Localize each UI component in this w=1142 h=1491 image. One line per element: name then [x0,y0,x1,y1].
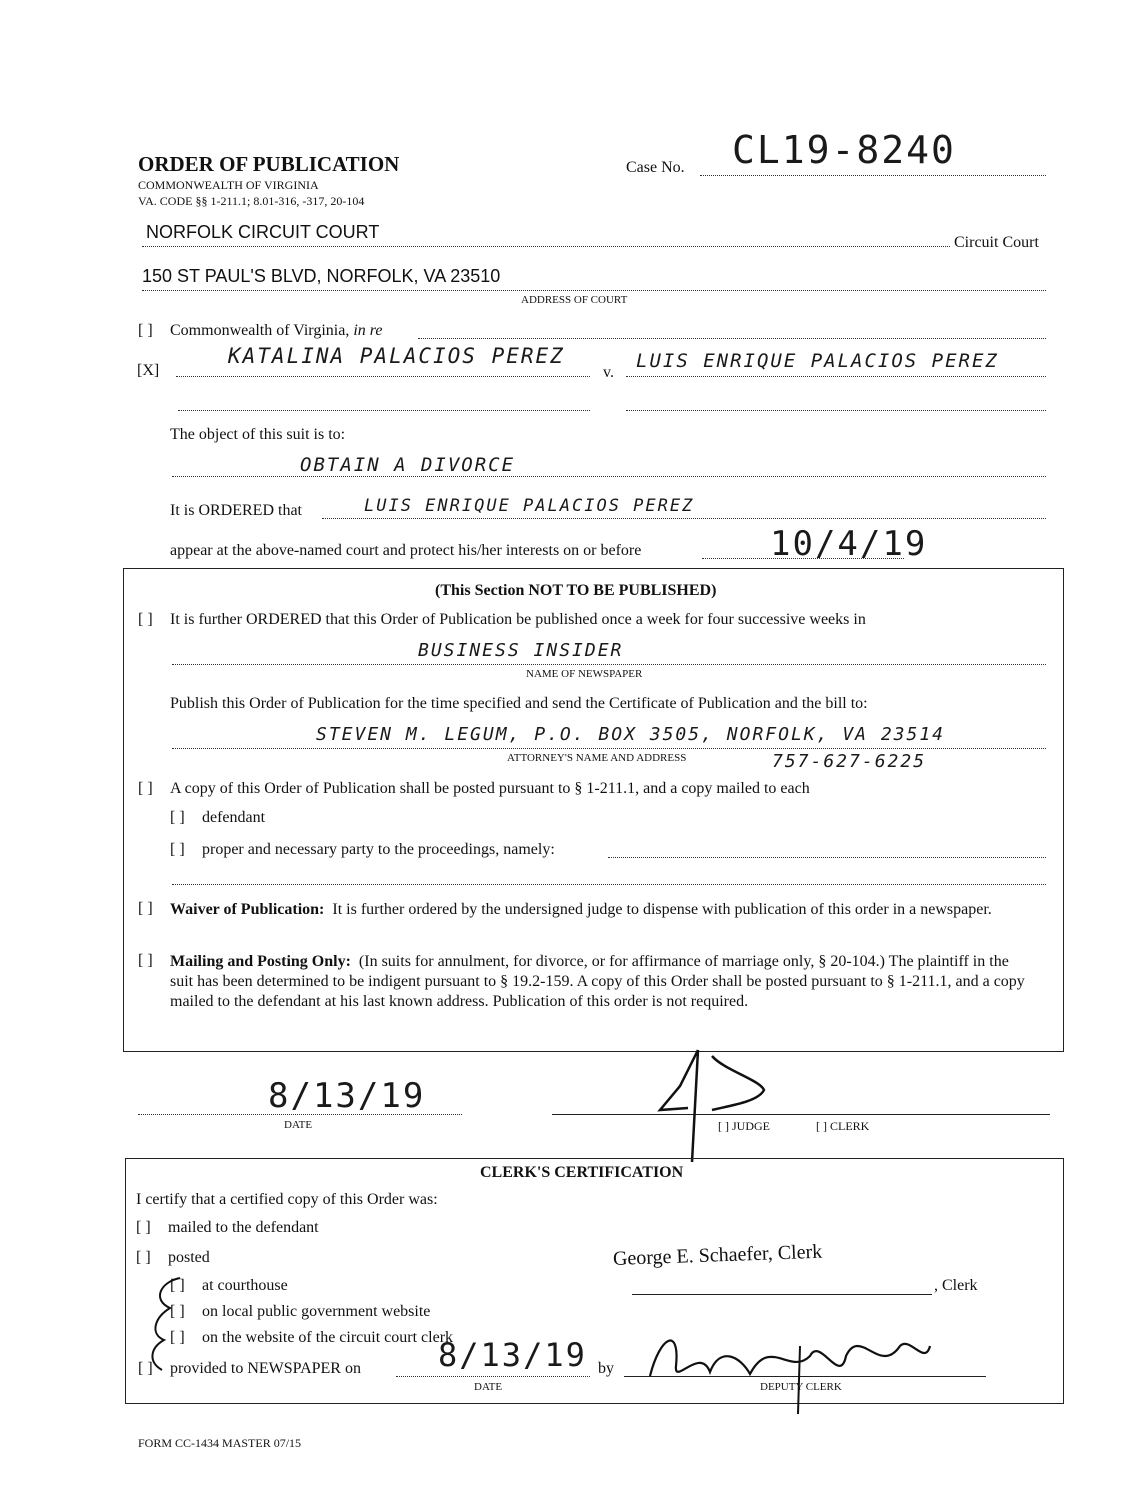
attorney-phone: 757-627-6225 [772,751,927,772]
unpublished-heading: (This Section NOT TO BE PUBLISHED) [435,582,717,599]
courthouse-label: at courthouse [202,1277,288,1294]
proper-party-label: proper and necessary party to the proceedings, namely: [202,841,555,858]
in-re-text: in re [353,322,383,339]
versus-label: v. [603,364,614,381]
object-line [172,476,1046,477]
commonwealth-label [170,322,383,340]
certification-intro: I certify that a certified copy of this Order was: [136,1191,438,1208]
commonwealth-line [418,338,1046,339]
local-website-label: on local public government website [202,1303,431,1320]
clerk-website-label: on the website of the circuit court clerk [202,1329,454,1346]
mailing-title: Mailing and Posting Only: [170,953,351,970]
form-id: FORM CC-1434 MASTER 07/15 [138,1436,302,1450]
further-ordered-text: It is further ORDERED that this Order of Publication be published once a week for four successive weeks in [170,611,866,628]
defendant-line-2 [626,410,1046,411]
party-checkbox[interactable]: [X] [137,362,160,379]
mailing-text: (In suits for annulment, for divorce, or for affirmance of marriage only, § 20-104.) The plaintiff in the suit has been determined to be indigent pursuant to § 19.2-159. A copy of this Order shall be posted pursuant to § 1-211.1, and a copy mailed to the defendant at his last known address. Publication of this order is not required. [170,953,1025,1010]
provided-date-caption: DATE [474,1381,503,1393]
waiver-checkbox[interactable]: [ ] [138,900,153,917]
provided-checkbox[interactable]: [ ] [138,1360,153,1377]
further-ordered-checkbox[interactable]: [ ] [138,611,153,628]
court-address-line [142,290,1046,291]
clerk-suffix: , Clerk [934,1277,978,1294]
form-title: ORDER OF PUBLICATION [138,152,400,176]
case-number-line [700,175,1046,176]
waiver-title: Waiver of Publication: [170,901,325,918]
copy-checkbox[interactable]: [ ] [138,780,153,797]
checkmark-scribble [140,1270,200,1380]
waiver-paragraph [170,900,1030,920]
object-value: OBTAIN A DIVORCE [300,454,516,476]
ordered-line [322,518,1046,519]
waiver-text: It is further ordered by the undersigned judge to dispense with publication of this order in a newspaper. [332,901,992,918]
provided-date: 8/13/19 [438,1336,587,1374]
proper-party-checkbox[interactable]: [ ] [170,841,185,858]
proper-party-line-2 [172,884,1046,885]
defendant-name: LUIS ENRIQUE PALACIOS PEREZ [636,350,999,372]
appear-date: 10/4/19 [770,524,928,564]
mailing-paragraph [170,952,1030,1012]
clerk-checkbox-label[interactable]: [ ] CLERK [816,1119,870,1133]
plaintiff-line-2 [178,410,590,411]
ordered-label: It is ORDERED that [170,502,302,519]
publish-text: Publish this Order of Publication for the time specified and send the Certificate of Publication and the bill to: [170,695,868,712]
clerk-name-line [632,1294,932,1295]
plaintiff-line [176,376,590,377]
attorney-line [172,748,1046,749]
deputy-signature-mark [640,1316,940,1416]
clerk-website-checkbox[interactable]: [ ] [170,1329,185,1346]
clerk-name: George E. Schaefer, Clerk [612,1240,823,1270]
provided-label: provided to NEWSPAPER on [170,1360,361,1377]
proper-party-line [608,857,1046,858]
attorney-caption: ATTORNEY'S NAME AND ADDRESS [507,752,687,764]
court-name: NORFOLK CIRCUIT COURT [146,222,380,242]
appear-text: appear at the above-named court and protect his/her interests on or before [170,542,642,559]
case-number-value: CL19-8240 [732,128,956,172]
newspaper-name: BUSINESS INSIDER [418,640,624,661]
posted-checkbox[interactable]: [ ] [136,1249,151,1266]
mailed-checkbox[interactable]: [ ] [136,1219,151,1236]
commonwealth-text: Commonwealth of Virginia, [170,322,350,339]
court-address-caption: ADDRESS OF COURT [521,294,628,306]
judge-signature-mark [640,1046,780,1166]
signature-date: 8/13/19 [268,1076,426,1116]
form-code: VA. CODE §§ 1-211.1; 8.01-316, -317, 20-104 [138,194,365,208]
copy-text: A copy of this Order of Publication shall be posted pursuant to § 1-211.1, and a copy mailed to each [170,780,810,797]
court-name-line [142,246,950,247]
local-website-checkbox[interactable]: [ ] [170,1303,185,1320]
posted-label: posted [168,1249,210,1266]
ordered-value: LUIS ENRIQUE PALACIOS PEREZ [364,496,695,516]
plaintiff-name: KATALINA PALACIOS PEREZ [228,344,565,368]
form-state: COMMONWEALTH OF VIRGINIA [138,178,319,192]
courthouse-checkbox[interactable]: [ ] [170,1277,185,1294]
defendant-option-label: defendant [202,809,266,826]
defendant-checkbox[interactable]: [ ] [170,809,185,826]
mailing-checkbox[interactable]: [ ] [138,952,153,969]
newspaper-line [172,664,1046,665]
attorney-address: STEVEN M. LEGUM, P.O. BOX 3505, NORFOLK, VA 23514 [316,724,946,745]
case-number-label: Case No. [626,159,685,176]
court-name-suffix: Circuit Court [954,234,1039,251]
court-address: 150 ST PAUL'S BLVD, NORFOLK, VA 23510 [142,266,501,286]
provided-date-line [396,1376,590,1377]
commonwealth-checkbox[interactable]: [ ] [138,322,153,339]
mailed-label: mailed to the defendant [168,1219,319,1236]
by-label: by [598,1360,614,1377]
newspaper-caption: NAME OF NEWSPAPER [526,668,643,680]
judge-signature-line [552,1114,1050,1115]
defendant-line [626,376,1046,377]
judge-checkbox-label[interactable]: [ ] JUDGE [718,1119,770,1133]
signature-date-caption: DATE [284,1119,313,1131]
object-label: The object of this suit is to: [170,426,346,443]
certification-heading: CLERK'S CERTIFICATION [480,1164,684,1181]
deputy-clerk-caption: DEPUTY CLERK [760,1381,842,1393]
